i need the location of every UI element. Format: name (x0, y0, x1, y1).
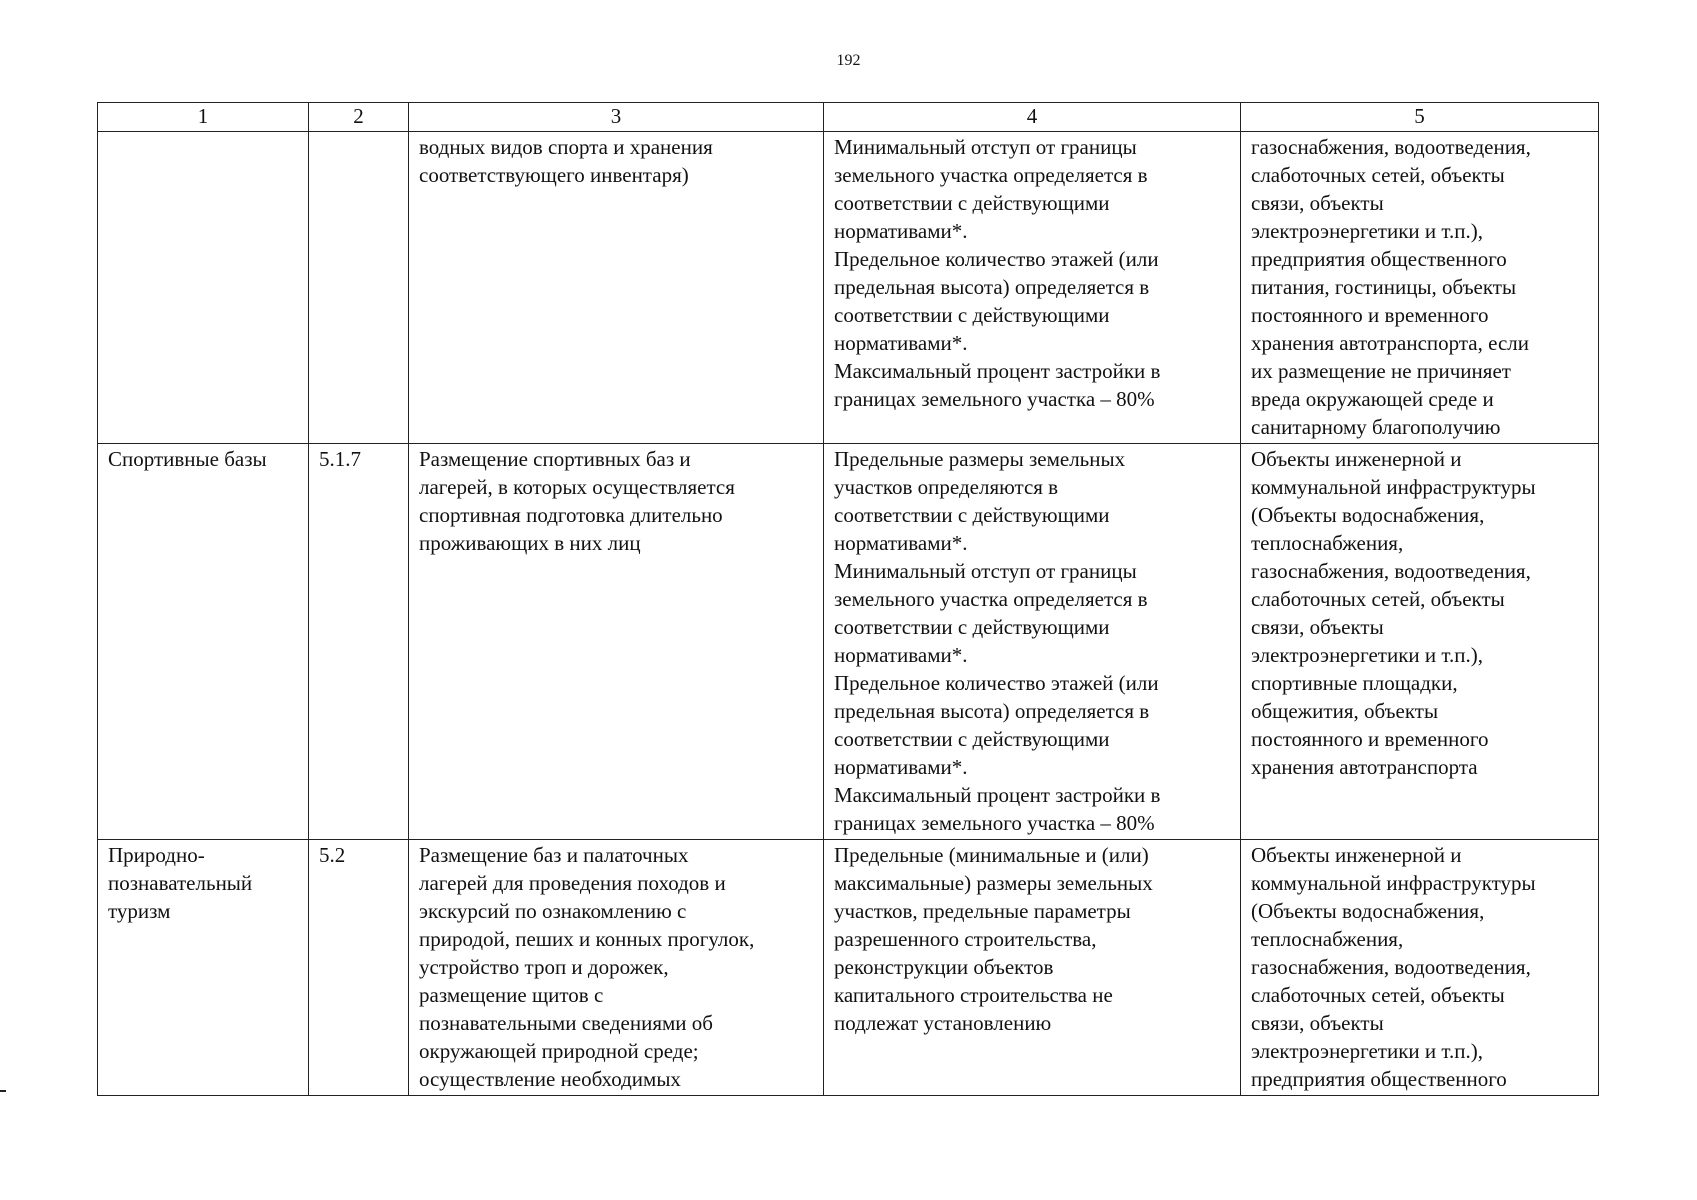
header-col-3: 3 (409, 103, 824, 132)
cell-parameters-text: Минимальный отступ от границы земельного участка определяется в соответствии с действующими нормативами*. Предельное количество этажей (или предельная высота) определяется в соответствии с действующими нормативами*. Максимальный процент застройки в границах земельного участка – 80% (834, 135, 1161, 411)
cell-description-text: Размещение спортивных баз и лагерей, в которых осуществляется спортивная подготовка длительно проживающих в них лиц (419, 447, 735, 555)
header-col-5: 5 (1241, 103, 1599, 132)
cell-code-text: 5.1.7 (319, 447, 361, 471)
cell-code (309, 132, 409, 444)
cell-auxiliary-uses-text: Объекты инженерной и коммунальной инфраструктуры (Объекты водоснабжения, теплоснабжения, газоснабжения, водоотведения, слаботочных сетей, объекты связи, объекты электроэнергетики и т.п.), предприятия общественного (1251, 843, 1536, 1091)
cell-description-text: Размещение баз и палаточных лагерей для проведения походов и экскурсий по ознакомлению с природой, пеших и конных прогулок, устройство троп и дорожек, размещение щитов с познавательными сведениями об окружающей природной среде; осуществление необходимых (419, 843, 755, 1091)
cell-auxiliary-uses (1241, 132, 1599, 444)
cell-description (409, 444, 824, 840)
cell-auxiliary-uses (1241, 444, 1599, 840)
cell-description-text: водных видов спорта и хранения соответствующего инвентаря) (419, 135, 713, 187)
cell-name (98, 840, 309, 1096)
cell-name (98, 444, 309, 840)
table-row (98, 132, 1599, 444)
cell-description (409, 840, 824, 1096)
cell-name (98, 132, 309, 444)
page-number: 192 (836, 52, 861, 69)
cell-code (309, 840, 409, 1096)
cell-code (309, 444, 409, 840)
cell-parameters (824, 132, 1241, 444)
cell-name-text: Природно- познавательный туризм (108, 843, 253, 923)
land-use-table (97, 102, 1599, 1096)
table-row (98, 444, 1599, 840)
header-col-4: 4 (824, 103, 1241, 132)
table-row (98, 840, 1599, 1096)
cell-parameters (824, 840, 1241, 1096)
cell-auxiliary-uses-text: Объекты инженерной и коммунальной инфраструктуры (Объекты водоснабжения, теплоснабжения, газоснабжения, водоотведения, слаботочных сетей, объекты связи, объекты электроэнергетики и т.п.), спортивные площадки, общежития, объекты постоянного и временного хранения автотранспорта (1251, 447, 1536, 779)
cell-name-text: Спортивные базы (108, 447, 267, 471)
header-col-2: 2 (309, 103, 409, 132)
cell-parameters-text: Предельные размеры земельных участков определяются в соответствии с действующими нормативами*. Минимальный отступ от границы земельного участка определяется в соответствии с действующими нормативами*. Предельное количество этажей (или предельная высота) определяется в соответствии с действующими нормативами*. Максимальный процент застройки в границах земельного участка – 80% (834, 447, 1161, 835)
header-col-1: 1 (98, 103, 309, 132)
cell-auxiliary-uses-text: газоснабжения, водоотведения, слаботочных сетей, объекты связи, объекты электроэнергетики и т.п.), предприятия общественного питания, гостиницы, объекты постоянного и временного хранения автотранспорта, если их размещение не причиняет вреда окружающей среде и санитарному благополучию (1251, 135, 1531, 439)
cell-parameters (824, 444, 1241, 840)
cell-code-text: 5.2 (319, 843, 346, 867)
margin-mark (0, 1090, 6, 1092)
cell-description (409, 132, 824, 444)
cell-auxiliary-uses (1241, 840, 1599, 1096)
header-row (98, 103, 1599, 132)
cell-parameters-text: Предельные (минимальные и (или) максимальные) размеры земельных участков, предельные параметры разрешенного строительства, реконструкции объектов капитального строительства не подлежат установлению (834, 843, 1153, 1035)
